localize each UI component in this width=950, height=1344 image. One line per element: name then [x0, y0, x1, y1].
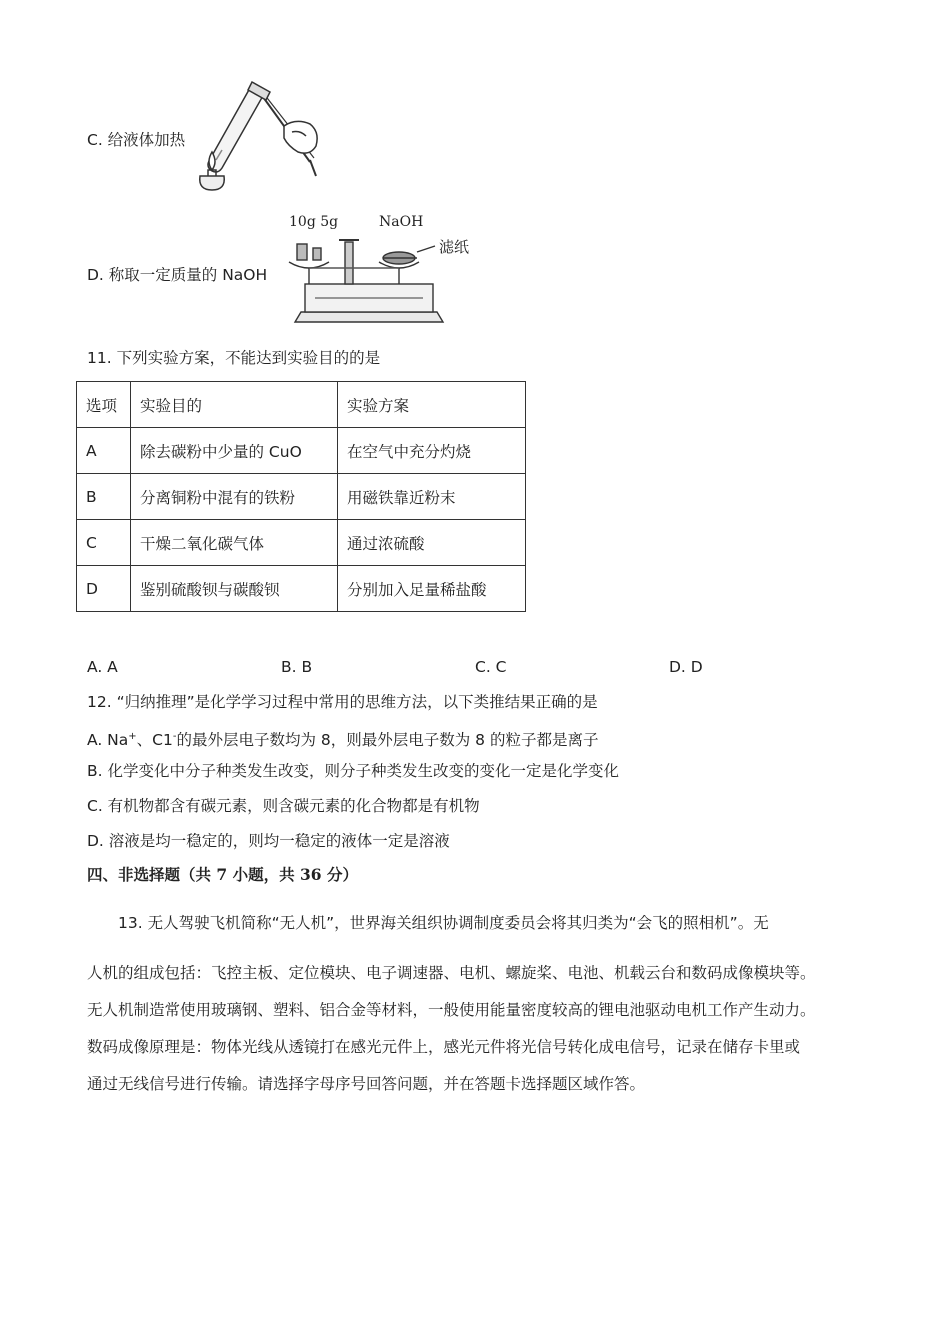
- q13-line-2: 人机的组成包括：飞控主板、定位模块、电子调速器、电机、螺旋桨、电池、机载云台和数码成像模块等。: [87, 964, 816, 982]
- cell-purpose: 分离铜粉中混有的铁粉: [131, 474, 338, 520]
- cell-plan: 在空气中充分灼烧: [338, 428, 526, 474]
- option-d-weighing: D. 称取一定质量的 NaOH: [87, 266, 268, 284]
- cell-option: C: [77, 520, 131, 566]
- q13-line-4: 数码成像原理是：物体光线从透镜打在感光元件上，感光元件将光信号转化成电信号，记录在储存卡里或: [87, 1038, 801, 1056]
- q12-a-sup-plus: +: [128, 731, 137, 742]
- q12-a-prefix: A. Na: [87, 731, 129, 750]
- q11-stem: 11. 下列实验方案，不能达到实验目的的是: [87, 349, 381, 367]
- cell-purpose: 鉴别硫酸钡与碳酸钡: [131, 566, 338, 612]
- filter-paper-label: 滤纸: [439, 238, 470, 256]
- header-purpose: 实验目的: [131, 382, 338, 428]
- cell-purpose: 干燥二氧化碳气体: [131, 520, 338, 566]
- table-row: [77, 428, 526, 474]
- q13-line-3: 无人机制造常使用玻璃钢、塑料、铝合金等材料，一般使用能量密度较高的锂电池驱动电机工作产生动力。: [87, 1001, 816, 1019]
- q12-option-c[interactable]: C. 有机物都含有碳元素，则含碳元素的化合物都是有机物: [87, 797, 480, 815]
- option-c-heating: C. 给液体加热: [87, 131, 186, 149]
- header-plan: 实验方案: [338, 382, 526, 428]
- cell-plan: 用磁铁靠近粉末: [338, 474, 526, 520]
- q11-choice-a[interactable]: A. A: [87, 658, 118, 676]
- q12-a-mid: 、C1: [136, 731, 173, 750]
- section4-heading: 四、非选择题（共 7 小题，共 36 分）: [87, 865, 358, 884]
- q12-option-a[interactable]: [87, 726, 598, 751]
- q13-line-5: 通过无线信号进行传输。请选择字母序号回答问题，并在答题卡选择题区域作答。: [87, 1075, 646, 1093]
- naoh-label: NaOH: [379, 214, 424, 230]
- cell-plan: 分别加入足量稀盐酸: [338, 566, 526, 612]
- table-row: [77, 520, 526, 566]
- table-header-row: [77, 382, 526, 428]
- table-row: [77, 474, 526, 520]
- header-option: 选项: [77, 382, 131, 428]
- cell-option: D: [77, 566, 131, 612]
- q11-choice-c[interactable]: C. C: [475, 658, 507, 676]
- q12-a-rest: 的最外层电子数均为 8，则最外层电子数为 8 的粒子都是离子: [176, 731, 599, 750]
- q12-option-d[interactable]: D. 溶液是均一稳定的，则均一稳定的液体一定是溶液: [87, 832, 450, 850]
- q12-stem: 12. “归纳推理”是化学学习过程中常用的思维方法，以下类推结果正确的是: [87, 693, 598, 711]
- q12-a-sup-minus: -: [172, 731, 177, 742]
- cell-option: B: [77, 474, 131, 520]
- q12-option-b[interactable]: B. 化学变化中分子种类发生改变，则分子种类发生改变的变化一定是化学变化: [87, 762, 619, 780]
- weights-label: 10g 5g: [289, 214, 339, 230]
- heating-liquid-illustration: [192, 80, 327, 192]
- q11-choice-b[interactable]: B. B: [281, 658, 313, 676]
- table-row: [77, 566, 526, 612]
- cell-purpose: 除去碳粉中少量的 CuO: [131, 428, 338, 474]
- cell-plan: 通过浓硫酸: [338, 520, 526, 566]
- q11-table: [76, 381, 526, 612]
- cell-option: A: [77, 428, 131, 474]
- q11-choice-d[interactable]: D. D: [669, 658, 703, 676]
- q13-line-1: 13. 无人驾驶飞机简称“无人机”，世界海关组织协调制度委员会将其归类为“会飞的照相机”。无: [118, 914, 769, 932]
